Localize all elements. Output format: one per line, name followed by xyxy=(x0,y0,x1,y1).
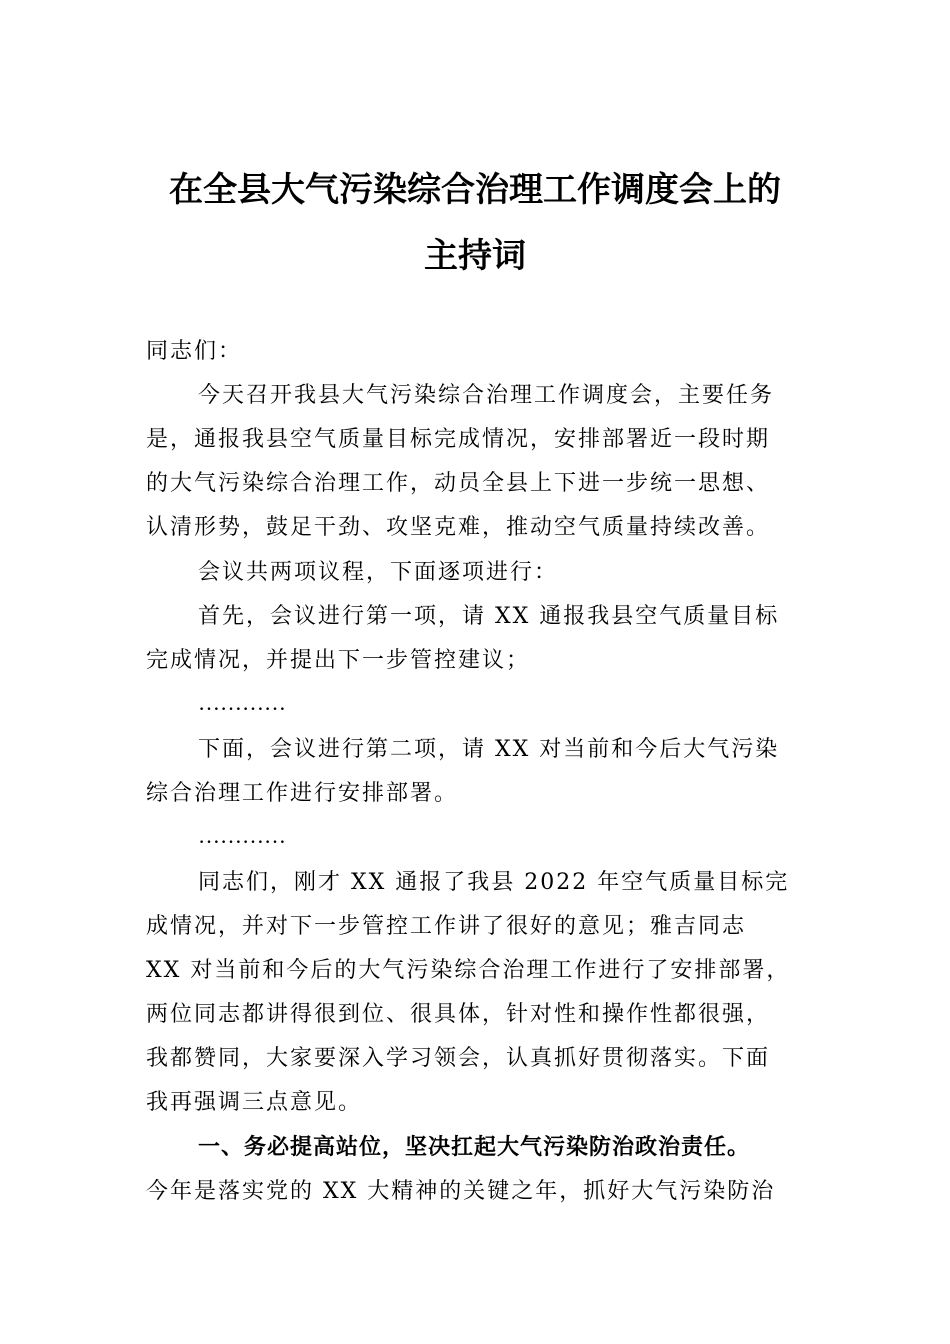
paragraph-line: 认清形势，鼓足干劲、攻坚克难，推动空气质量持续改善。 xyxy=(146,515,771,540)
section-heading: 一、务必提高站位，坚决扛起大气污染防治政治责任。 xyxy=(198,1135,751,1160)
paragraph-line: 完成情况，并提出下一步管控建议； xyxy=(146,648,531,673)
paragraph-line: 同志们，刚才 XX 通报了我县 2022 年空气质量目标完 xyxy=(198,870,790,895)
paragraph-line: 我都赞同，大家要深入学习领会，认真抓好贯彻落实。下面 xyxy=(146,1046,771,1071)
paragraph-line: 今天召开我县大气污染综合治理工作调度会，主要任务 xyxy=(198,383,775,408)
paragraph-line: 我再强调三点意见。 xyxy=(146,1090,363,1115)
paragraph-line: 综合治理工作进行安排部署。 xyxy=(146,781,459,806)
paragraph-line: 首先，会议进行第一项，请 XX 通报我县空气质量目标 xyxy=(198,604,780,629)
paragraph-line: 今年是落实党的 XX 大精神的关键之年，抓好大气污染防治 xyxy=(146,1179,776,1204)
document-title-line-1: 在全县大气污染综合治理工作调度会上的 xyxy=(169,170,781,210)
paragraph-line: 是，通报我县空气质量目标完成情况，安排部署近一段时期 xyxy=(146,427,771,452)
paragraph-line: 成情况，并对下一步管控工作讲了很好的意见；雅吉同志 xyxy=(146,914,747,939)
ellipsis-line: ………… xyxy=(198,823,286,848)
paragraph-line: 下面，会议进行第二项，请 XX 对当前和今后大气污染 xyxy=(198,737,780,762)
salutation: 同志们： xyxy=(146,339,243,364)
paragraph-line: 会议共两项议程，下面逐项进行： xyxy=(198,560,559,585)
document-title-line-2: 主持词 xyxy=(424,236,526,276)
paragraph-line: 两位同志都讲得很到位、很具体，针对性和操作性都很强， xyxy=(146,1002,771,1027)
ellipsis-line: ………… xyxy=(198,690,286,715)
paragraph-line: XX 对当前和今后的大气污染综合治理工作进行了安排部署， xyxy=(146,958,791,983)
paragraph-line: 的大气污染综合治理工作，动员全县上下进一步统一思想、 xyxy=(146,471,771,496)
